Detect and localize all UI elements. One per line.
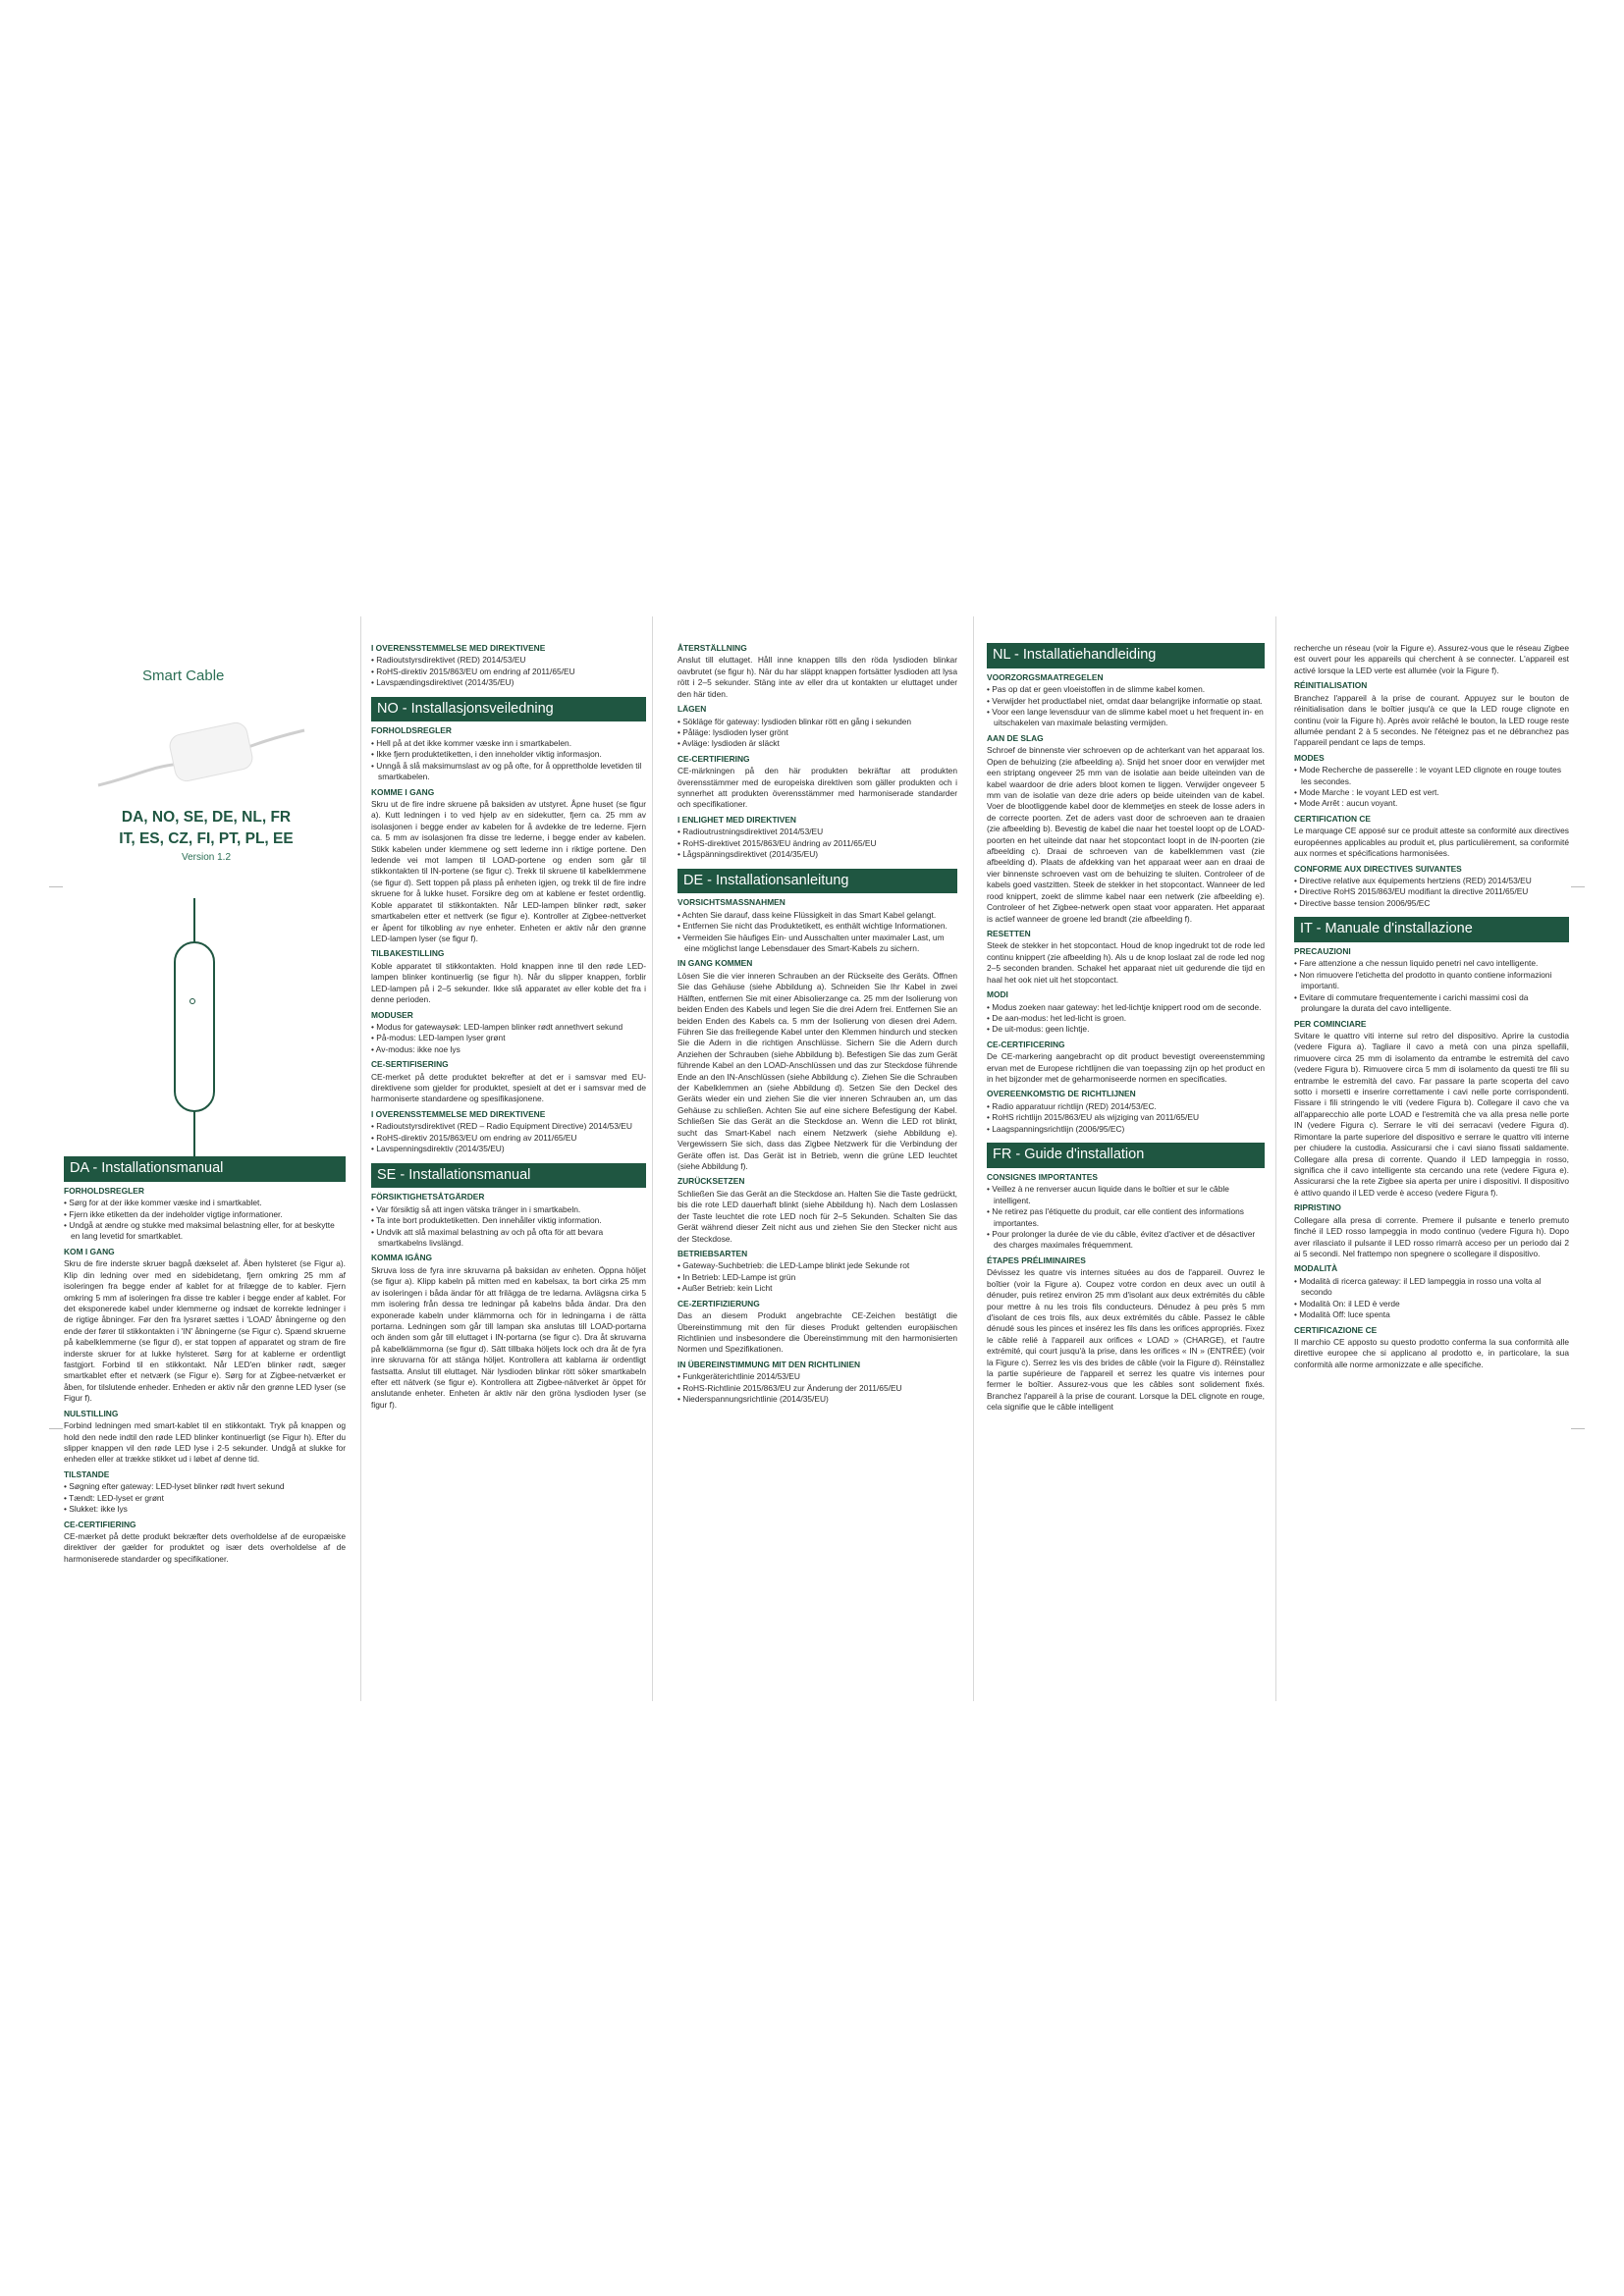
section-nl <box>987 643 1265 1415</box>
list-item: • RoHS-direktiv 2015/863/EU om endring av 2011/65/EU <box>371 1133 646 1144</box>
subheading: CE-CERTIFIERING <box>64 1519 136 1529</box>
list-item: • Modus zoeken naar gateway: het led-lichtje knippert rood om de seconde. <box>987 1002 1265 1013</box>
paragraph: Steek de stekker in het stopcontact. Houd de knop ingedrukt tot de rode led continu knippert (zie afbeelding h). Als u de knop loslaat zal de rode led nog 2–5 seconden branden. Schakel het apparaat niet uit gedurende die tijd en haal het ook niet uit het stopcontact. <box>987 940 1265 985</box>
section-heading: NL - Installatiehandleiding <box>987 643 1265 668</box>
list-item: • Voor een lange levensduur van de slimme kabel moet u het frequent in- en uitschakelen van maximale belasting vermijden. <box>987 707 1265 729</box>
paragraph: Skru de fire inderste skruer bagpå dækselet af. Åben hylsteret (se Figur a). Klip din ledning over med en sidebidetang, fjern omkring 25 mm af isoleringen fra begge ender af kablet for at frilægge de to kabler. Fjern omkring 5 mm af isoleringen fra disse tre kabler i begge ender af kablet. For det eksponerede kabel under klemmerne og indsæt de korrekte ledninger i de rigtige åbninger. Før den fra lysrøret sættes i 'LOAD' åbningerne og den ende der fører til stikkontakten i 'IN' åbningerne (se Figur c). Spænd skruerne på kabelklemmerne (se figur d), er stat toppen af apparatet og stram de fire inderste skruer for at lukke hylsteret. Sørg for at kablerne er ordentligt fastgjort. Forbind til en stikkontakt. Når LED'en blinker rødt, sæger smartkablet efter et netværk (se Figur e). Sørg for at Zigbee-netværket er åben, for tilslutende enheder. Enheden er aktiv når den grønne LED lyser (se Figur f). <box>64 1258 346 1404</box>
cable-product-illustration <box>93 707 309 805</box>
list-item: • Undvik att slå maximal belastning av och på ofta för att bevara smartkabelns livslängd. <box>371 1227 646 1250</box>
subheading: RESETTEN <box>987 929 1031 938</box>
list-item: • Radioutstyrsdirektivet (RED) 2014/53/EU <box>371 655 646 666</box>
list-item: • Lågspänningsdirektivet (2014/35/EU) <box>677 849 957 860</box>
bullet-list <box>677 1371 957 1405</box>
list-item: • Gateway-Suchbetrieb: die LED-Lampe blinkt jede Sekunde rot <box>677 1260 957 1271</box>
language-list <box>108 807 304 851</box>
trim-mark <box>1571 1428 1585 1429</box>
list-item: • Avläge: lysdioden är släckt <box>677 738 957 749</box>
list-item: • Pas op dat er geen vloeistoffen in de slimme kabel komen. <box>987 684 1265 695</box>
trim-mark <box>49 886 63 887</box>
fold-line <box>652 616 653 1701</box>
paragraph: Lösen Sie die vier inneren Schrauben an der Rückseite des Geräts. Öffnen Sie das Gehäuse (siehe Abbildung a). Schneiden Sie Ihr Kabel in zwei Hälften, entfernen Sie mit einer Abisolierzange ca. 25 mm der Isolierung von beiden Enden des Kabels und legen Sie die drei Adern frei. Entfernen Sie an beiden Enden des Kabels ca. 5 mm der Isolierung von diesen drei Adern. Führen Sie das freiliegende Kabel unter den Klemmen hindurch und stecken Sie die Adern in die richtigen Anschlüsse. Sichern Sie die Adern durch Anziehen der Schrauben (siehe Abbildung b). Befestigen Sie das zum Gerät führende Kabel an den LOAD-Anschlüssen und das zur Steckdose führende Ende an den IN-Anschlüssen (siehe Abbildung c). Ziehen Sie die Schrauben der Kabelklemmen an (siehe Abbildung d). Setzen Sie den Deckel des Geräts wieder ein und ziehen Sie die vier inneren Schrauben an, um das Gehäuse zu schließen. Achten Sie auf eine sichere Befestigung der Kabel. Schließen Sie das Gerät an die Steckdose an. Wenn die LED rot blinkt, sucht das Smart-Kabel nach einem Netzwerk (siehe Abbildung e). Vergewissern Sie sich, dass das Zigbee Netzwerk für die Verbindung der Geräte offen ist. Das Gerät ist in Betrieb, wenn die grüne LED leuchtet (siehe Abbildung f). <box>677 970 957 1172</box>
subheading: AAN DE SLAG <box>987 732 1044 743</box>
section-da <box>64 1148 346 1566</box>
bullet-list <box>677 717 957 750</box>
language-list-line: DA, NO, SE, DE, NL, FR <box>121 809 292 826</box>
bullet-list <box>987 1002 1265 1036</box>
bullet-list <box>1294 765 1569 810</box>
bullet-list <box>1294 958 1569 1014</box>
section-de <box>677 643 957 1406</box>
list-item: • Modus for gatewaysøk: LED-lampen blinker rødt annethvert sekund <box>371 1022 646 1033</box>
paragraph: Skru ut de fire indre skruene på baksiden av utstyret. Åpne huset (se figur a). Kutt ledningen i to ved hjelp av en sidekutter, fjern ca. 25 mm av isolasjonen i begge ender av kabelen for å avdekke de tre lederne. Fjern ca. 5 mm av isolasjonen fra disse tre lederne, i begge ender av kabelen. Stikk kabelen under klemmene og sett lederne inn i riktige portene. Den ledende vei mot lampen til LOAD-portene og enden som går til stikkontakten til IN-portene (se figur c). Trekk til skruene til kabelklemmene (se figur d). Sett toppen på plass på enheten igjen, og trekk til de fire indre skruene for å lukke huset. Forsikre deg om at kablene er festet ordentlig. Koble apparatet til stikkontakten. Når LED-lampen blinker rødt, søker smartkabelen etter et nettverk (se figur e). Kontroller at Zigbee-nettverket er åpent for tilkobling av nye enheter. Enheten er aktiv når den grønne LED-lampen lyser (se figur f). <box>371 798 646 943</box>
bullet-list <box>371 1204 646 1250</box>
fold-line <box>360 616 361 1701</box>
list-item: • Modalità di ricerca gateway: il LED lampeggia in rosso una volta al secondo <box>1294 1276 1569 1299</box>
bullet-list <box>64 1481 346 1515</box>
list-item: • Lavspenningsdirektiv (2014/35/EU) <box>371 1144 646 1154</box>
paragraph: Dévissez les quatre vis internes situées au dos de l'appareil. Ouvrez le boîtier (voir la Figure a). Coupez votre cordon en deux avec un outil à dénuder, puis retirez environ 25 mm d'isolant aux deux extrémités du câble pour mettre à nu les trois fils conducteurs. Dénudez à peu près 5 mm d'isolant de ces trois fils, aux deux extrémités du câble. Passez le câble dénudé sous les pinces et insérez les fils dans les orifices appropriés. Fixez le câble relié à l'appareil aux orifices « LOAD » (CHARGE), et l'autre extrémité, qui court jusqu'à la prise, dans les orifices « IN » (ENTRÉE) (voir la Figure c). Serrez les vis des brides de câble (voir la Figure d). Réinstallez la partie supérieure de l'appareil et serrez les quatre vis internes pour fermer le boîtier. Assurez-vous que les câbles sont solidement fixés. Branchez l'appareil à la prise de courant. Lorsque la DEL clignote en rouge, cela signifie que le câble intelligent <box>987 1267 1265 1413</box>
paragraph: Schließen Sie das Gerät an die Steckdose an. Halten Sie die Taste gedrückt, bis die rote LED dauerhaft blinkt (siehe Abbildung h). Nach dem Loslassen der Taste leuchtet die rote LED noch für 2–5 Sekunden. Schalten Sie das Gerät während dieser Zeit nicht aus und ziehen Sie den Stecker nicht aus der Steckdose. <box>677 1188 957 1244</box>
subheading: I ENLIGHET MED DIREKTIVEN <box>677 814 796 825</box>
list-item: • Mode Recherche de passerelle : le voyant LED clignote en rouge toutes les secondes. <box>1294 765 1569 787</box>
subheading: IN GANG KOMMEN <box>677 958 753 969</box>
bullet-list <box>987 684 1265 729</box>
section-heading: IT - Manuale d'installazione <box>1294 917 1569 942</box>
subheading: I OVERENSSTEMMELSE MED DIREKTIVENE <box>371 643 546 653</box>
subheading: FORHOLDSREGLER <box>64 1185 144 1196</box>
paragraph: Anslut till eluttaget. Håll inne knappen tills den röda lysdioden blinkar oavbrutet (se figur h). När du har släppt knappen fortsätter lysdioden att lysa rött i 2–5 sekunder. Stäng inte av eller dra ut kontakten ur eluttaget under den här tiden. <box>677 655 957 699</box>
paragraph: Svitare le quattro viti interne sul retro del dispositivo. Aprire la custodia (vedere Figura a). Tagliare il cavo a metà con una pinza spellafili, rimuovere circa 25 mm di isolamento da entrambe le estremità del cavo (vedere Figura b). Rimuovere circa 5 mm di isolamento da questi tre fili su entrambe le estremità del cavo. Far passare la parte scoperta del cavo sotto i morsetti e inserire correttamente i cavi nelle porte corrispondenti. Fissare i fili stringendo le viti (vedere Figura b). Collegare il cavo che va all'apparecchio alle porte LOAD e l'estremità che va alla presa nelle porte IN (vedere Figura c). Serrare le viti dei serracavi (vedere Figura d). Rimontare la parte superiore del dispositivo e serrare le quattro viti interne per chiudere la custodia. Assicurarsi che i cavi siano fissati saldamente. Collegare alla presa di corrente. Quando il LED lampeggia in rosso, significa che il cavo intelligente sta cercando una rete (vedere Figura e). Assicurarsi che la rete Zigbee sia aperta per unire i dispositivi. Il dispositivo è attivo quando il LED verde è acceso (vedere Figura f). <box>1294 1030 1569 1198</box>
paragraph: CE-mærket på dette produkt bekræfter dets overholdelse af de europæiske direktiver der gælder for produktet og især dets overholdelse af de harmoniserede standarder og specifikationer. <box>64 1530 346 1564</box>
product-name: Smart Cable <box>142 667 225 684</box>
list-item: • Fjern ikke etiketten da der indeholder vigtige informationer. <box>64 1209 346 1220</box>
section-it <box>1294 643 1569 1371</box>
list-item: • RoHS-direktiv 2015/863/EU om endring af 2011/65/EU <box>371 667 646 677</box>
list-item: • Sökläge för gateway: lysdioden blinkar rött en gång i sekunden <box>677 717 957 727</box>
bullet-list <box>371 738 646 783</box>
list-item: • Pour prolonger la durée de vie du câble, évitez d'activer et de désactiver des charges maximales fréquemment. <box>987 1229 1265 1252</box>
paragraph: Le marquage CE apposé sur ce produit atteste sa conformité aux directives européennes applicables au produit et, plus particulièrement, sa conformité aux normes et spécifications harmonisées. <box>1294 826 1569 859</box>
fold-line <box>1275 616 1276 1701</box>
list-item: • Vermeiden Sie häufiges Ein- und Ausschalten unter maximaler Last, um eine möglichst lange Lebensdauer des Smart-Kabels zu sichern. <box>677 933 957 955</box>
list-item: • Laagspanningsrichtlijn (2006/95/EC) <box>987 1124 1265 1135</box>
list-item: • De aan-modus: het led-licht is groen. <box>987 1013 1265 1024</box>
paragraph: Skruva loss de fyra inre skruvarna på baksidan av enheten. Öppna höljet (se figur a). Klipp kabeln på mitten med en kabelsax, ta bort cirka 25 mm av isoleringen i båda ändar för att frilägga de tre ledarna. Avlägsna cirka 5 mm isolering från dessa tre ledningar på kabelns båda ändar. Dra den exponerade kabeln under klämmorna och för in ledningarna i de rätta portarna. Ledningen som går till lampan ska anslutas till LOAD-portarna och änden som går till eluttaget i IN-portarna (se figur c). Dra åt skruvarna på kabelklämmorna (se figur d). Sätt tillbaka höljets lock och dra åt de fyra inre skruvarna för att stänga höljet. Kontrollera att kablarna är ordentligt fastsatta. Anslut till eluttaget. När lysdioden blinkar rött söker smartkabeln efter ett nätverk (se figur e). Kontrollera att Zigbee-nätverket är öppet för anslutande enheter. Enheten är aktiv när den gröna lysdioden lyser (se figur f). <box>371 1264 646 1410</box>
section-se <box>371 1163 646 1412</box>
subheading: CONFORME AUX DIRECTIVES SUIVANTES <box>1294 863 1462 874</box>
bullet-list <box>987 1101 1265 1135</box>
list-item: • Var försiktig så att ingen vätska tränger in i smartkabeln. <box>371 1204 646 1215</box>
list-item: • Modalità Off: luce spenta <box>1294 1309 1569 1320</box>
subheading: RÉINITIALISATION <box>1294 680 1368 691</box>
subheading: LÄGEN <box>677 704 707 715</box>
subheading: NULSTILLING <box>64 1408 119 1418</box>
bullet-list <box>987 1184 1265 1252</box>
list-item: • Directive basse tension 2006/95/EC <box>1294 898 1569 909</box>
subheading: CE-CERTIFIERING <box>677 753 750 764</box>
list-item: • Non rimuovere l'etichetta del prodotto in quanto contiene informazioni importanti. <box>1294 970 1569 992</box>
list-item: • Funkgeräterichtlinie 2014/53/EU <box>677 1371 957 1382</box>
trim-mark <box>49 1428 63 1429</box>
list-item: • Entfernen Sie nicht das Produktetikett, es enthält wichtige Informationen. <box>677 921 957 932</box>
list-item: • Av-modus: ikke noe lys <box>371 1044 646 1055</box>
list-item: • Radioutrustningsdirektivet 2014/53/EU <box>677 827 957 837</box>
subheading: CERTIFICATION CE <box>1294 813 1372 824</box>
list-item: • Veillez à ne renverser aucun liquide dans le boîtier et sur le câble intelligent. <box>987 1184 1265 1206</box>
list-item: • Lavspændingsdirektivet (2014/35/EU) <box>371 677 646 688</box>
list-item: • Directive RoHS 2015/863/EU modifiant la directive 2011/65/EU <box>1294 886 1569 897</box>
subheading: I OVERENSSTEMMELSE MED DIREKTIVENE <box>371 1108 546 1119</box>
version-label: Version 1.2 <box>181 852 232 863</box>
list-item: • Radio apparatuur richtlijn (RED) 2014/53/EC. <box>987 1101 1265 1112</box>
subheading: TILBAKESTILLING <box>371 948 445 959</box>
list-item: • Außer Betrieb: kein Licht <box>677 1283 957 1294</box>
subheading: CONSIGNES IMPORTANTES <box>987 1171 1098 1182</box>
subheading: CE-SERTIFISERING <box>371 1059 449 1070</box>
trim-mark <box>1571 886 1585 887</box>
bullet-list <box>64 1198 346 1243</box>
subheading: KOMMA IGÅNG <box>371 1253 433 1263</box>
list-item: • RoHS-Richtlinie 2015/863/EU zur Änderung der 2011/65/EU <box>677 1383 957 1394</box>
paragraph: CE-merket på dette produktet bekrefter at det er i samsvar med EU-direktivene som gjelder for produktet, spesielt at det er i samsvar med de harmoniserte standardene og spesifikasjonene. <box>371 1071 646 1104</box>
subheading: CE-ZERTIFIZIERUNG <box>677 1298 760 1308</box>
section-heading: DA - Installationsmanual <box>64 1156 346 1182</box>
subheading: ÉTAPES PRÉLIMINAIRES <box>987 1255 1086 1265</box>
subheading: MODALITÀ <box>1294 1263 1338 1274</box>
subheading: IN ÜBEREINSTIMMUNG MIT DEN RICHTLINIEN <box>677 1359 861 1369</box>
list-item: • På-modus: LED-lampen lyser grønt <box>371 1033 646 1043</box>
list-item: • Slukket: ikke lys <box>64 1504 346 1515</box>
list-item: • Ne retirez pas l'étiquette du produit, car elle contient des informations importantes. <box>987 1206 1265 1229</box>
list-item: • Søgning efter gateway: LED-lyset blinker rødt hvert sekund <box>64 1481 346 1492</box>
subheading: MODI <box>987 989 1008 1000</box>
section-heading: SE - Installationsmanual <box>371 1163 646 1189</box>
list-item: • Achten Sie darauf, dass keine Flüssigkeit in das Smart Kabel gelangt. <box>677 910 957 921</box>
subheading: CERTIFICAZIONE CE <box>1294 1324 1378 1335</box>
list-item: • RoHS richtlijn 2015/863/EU als wijziging van 2011/65/EU <box>987 1112 1265 1123</box>
subheading: VOORZORGSMAATREGELEN <box>987 671 1104 682</box>
subheading: KOM I GANG <box>64 1246 115 1256</box>
list-item: • De uit-modus: geen lichtje. <box>987 1024 1265 1035</box>
subheading: MODES <box>1294 752 1325 763</box>
subheading: FÖRSIKTIGHETSÅTGÄRDER <box>371 1192 485 1202</box>
section-heading: FR - Guide d'installation <box>987 1143 1265 1168</box>
paragraph: Branchez l'appareil à la prise de courant. Appuyez sur le bouton de réinitialisation dans le boîtier jusqu'à ce que la LED rouge clignote en continu (voir la Figure h). Après avoir relâché le bouton, la LED rouge reste allumée pendant 2 à 5 secondes. Ne l'éteignez pas et ne débranchez pas l'appareil pendant ce laps de temps. <box>1294 692 1569 748</box>
list-item: • Verwijder het productlabel niet, omdat daar belangrijke informatie op staat. <box>987 696 1265 707</box>
list-item: • Niederspannungsrichtlinie (2014/35/EU) <box>677 1394 957 1405</box>
list-item: • Radioutstyrsdirektivet (RED – Radio Equipment Directive) 2014/53/EU <box>371 1121 646 1132</box>
subheading: CE-CERTIFICERING <box>987 1039 1065 1049</box>
paragraph: CE-märkningen på den här produkten bekräftar att produkten överensstämmer med de europeiska direktiven som gäller produkten och i synnerhet att produkten överensstämmer med harmoniserade standarder och specifikationer. <box>677 766 957 810</box>
bullet-list <box>677 910 957 955</box>
bullet-list <box>677 1260 957 1294</box>
list-item: • Mode Marche : le voyant LED est vert. <box>1294 787 1569 798</box>
subheading: MODUSER <box>371 1009 413 1020</box>
paragraph: Schroef de binnenste vier schroeven op de achterkant van het apparaat los. Open de behuizing (zie afbeelding a). Snijd het snoer door en verwijder met een striptang ongeveer 25 mm van de isolatie aan beide uiteinden van de kabel waardoor de drie aders bloot komen te liggen. Verwijder ongeveer 5 mm van de isolatie van deze drie aders op beide uiteinden van de kabel. Voer de blootliggende kabel door de klemmetjes en steek de losse aders in de correcte poorten. Zet de aders vast door de schroeven aan te draaien (zie afbeelding b). Bevestig de kabel die naar het toestel loopt op de LOAD-poorten en het uiteinde dat naar het stopcontact loopt in de IN-poorten (zie afbeelding c). Draai de schroeven van de kabelklemmen vast (zie afbeelding d). Plaats de afdekking van het apparaat weer aan en draai de vier binnenste schroeven vast om de behuizing te sluiten. Controleer of de kabels goed vastzitten. Steek de stekker in het stopcontact. Wanneer de led rood knippert, zoekt de slimme kabel naar een netwerk (zie afbeelding e). Controleer of het Zigbee-netwerk open staat voor apparaten. Het apparaat is actief wanneer de groene led brandt (zie afbeelding f). <box>987 745 1265 924</box>
paragraph: Il marchio CE apposto su questo prodotto conferma la sua conformità alle direttive europee che si applicano al prodotto e, in particolare, la sua conformità alle norme armonizzate e alle specifiche. <box>1294 1336 1569 1369</box>
subheading: PRECAUZIONI <box>1294 946 1351 956</box>
paragraph: Koble apparatet til stikkontakten. Hold knappen inne til den røde LED-lampen blinker kontinuerlig (se figur h). Når du slipper knappen, forblir LED-lampen på i 2–5 sekunder. Ikke slå apparatet av eller koble det fra i denne perioden. <box>371 960 646 1005</box>
subheading: ZURÜCKSETZEN <box>677 1176 745 1187</box>
subheading: KOMME I GANG <box>371 786 435 797</box>
section-fr <box>987 1143 1265 1414</box>
language-list-line: IT, ES, CZ, FI, PT, PL, EE <box>119 830 294 848</box>
list-item: • Sørg for at der ikke kommer væske ind i smartkablet. <box>64 1198 346 1208</box>
list-item: • Påläge: lysdioden lyser grönt <box>677 727 957 738</box>
list-item: • In Betrieb: LED-Lampe ist grün <box>677 1272 957 1283</box>
subheading: BETRIEBSARTEN <box>677 1248 748 1258</box>
subheading: RIPRISTINO <box>1294 1202 1341 1213</box>
subheading: TILSTANDE <box>64 1468 110 1479</box>
list-item: • Mode Arrêt : aucun voyant. <box>1294 798 1569 809</box>
list-item: • Fare attenzione a che nessun liquido penetri nel cavo intelligente. <box>1294 958 1569 969</box>
subheading: FORHOLDSREGLER <box>371 725 452 736</box>
list-item: • Tændt: LED-lyset er grønt <box>64 1493 346 1504</box>
bullet-list <box>1294 876 1569 909</box>
list-item: • RoHS-direktivet 2015/863/EU ändring av 2011/65/EU <box>677 838 957 849</box>
paragraph: De CE-markering aangebracht op dit product bevestigt overeenstemming ervan met de Europese richtlijnen die van toepassing zijn op het product en in het bijzonder met de geharmoniseerde normen en specificaties. <box>987 1051 1265 1085</box>
paragraph: Das an diesem Produkt angebrachte CE-Zeichen bestätigt die Übereinstimmung mit den für dieses Produkt geltenden europäischen Richtlinien und insbesondere die Übereinstimmung mit den harmonisierten Normen und Spezifikationen. <box>677 1310 957 1355</box>
bullet-list <box>1294 1276 1569 1321</box>
list-item: • Hell på at det ikke kommer væske inn i smartkabelen. <box>371 738 646 749</box>
list-item: • Unngå å slå maksimumslast av og på ofte, for å opprettholde levetiden til smartkabelen. <box>371 761 646 783</box>
list-item: • Modalità On: il LED è verde <box>1294 1299 1569 1309</box>
list-item: • Evitare di commutare frequentemente i carichi massimi così da prolungare la durata del cavo intelligente. <box>1294 992 1569 1015</box>
list-item: • Ikke fjern produktetiketten, i den inneholder viktig informasjon. <box>371 749 646 760</box>
bullet-list <box>677 827 957 860</box>
paragraph: recherche un réseau (voir la Figure e). Assurez-vous que le réseau Zigbee est ouvert pour les appareils qui cherchent à se connecter. L'appareil est activé lorsque la LED verte est allumée (voir la Figure f). <box>1294 643 1569 675</box>
paragraph: Forbind ledningen med smart-kablet til en stikkontakt. Tryk på knappen og hold den nede indtil den røde LED blinker kontinuerligt (se Figur h). Efter du slipper knappen vil den røde LED lyse i 2-5 sekunder. Undgå at slukke for enheden eller at trække stikket ud i løbet af denne tid. <box>64 1420 346 1465</box>
subheading: ÅTERSTÄLLNING <box>677 643 747 653</box>
bullet-list <box>371 1022 646 1055</box>
list-item: • Undgå at ændre og stukke med maksimal belastning eller, for at beskytte en lang levetid for smartkablet. <box>64 1220 346 1243</box>
section-heading: NO - Installasjonsveiledning <box>371 697 646 722</box>
paragraph: Collegare alla presa di corrente. Premere il pulsante e tenerlo premuto finché il LED rosso lampeggia in modo continuo (vedere Figura h). Dopo aver rilasciato il pulsante il LED rosso rimarrà acceso per un periodo dai 2 ai 5 secondi. Nel frattempo non spegnere o scollegare il dispositivo. <box>1294 1214 1569 1258</box>
subheading: VORSICHTSMASSNAHMEN <box>677 897 785 908</box>
section-heading: DE - Installationsanleitung <box>677 869 957 894</box>
list-item: • Ta inte bort produktetiketten. Den innehåller viktig information. <box>371 1215 646 1226</box>
bullet-list <box>371 1121 646 1154</box>
subheading: OVEREENKOMSTIG DE RICHTLIJNEN <box>987 1089 1136 1099</box>
section-no <box>371 643 646 1412</box>
fold-line <box>973 616 974 1701</box>
subheading: PER COMINCIARE <box>1294 1018 1367 1029</box>
bullet-list <box>371 655 646 688</box>
list-item: • Directive relative aux équipements hertziens (RED) 2014/53/EU <box>1294 876 1569 886</box>
